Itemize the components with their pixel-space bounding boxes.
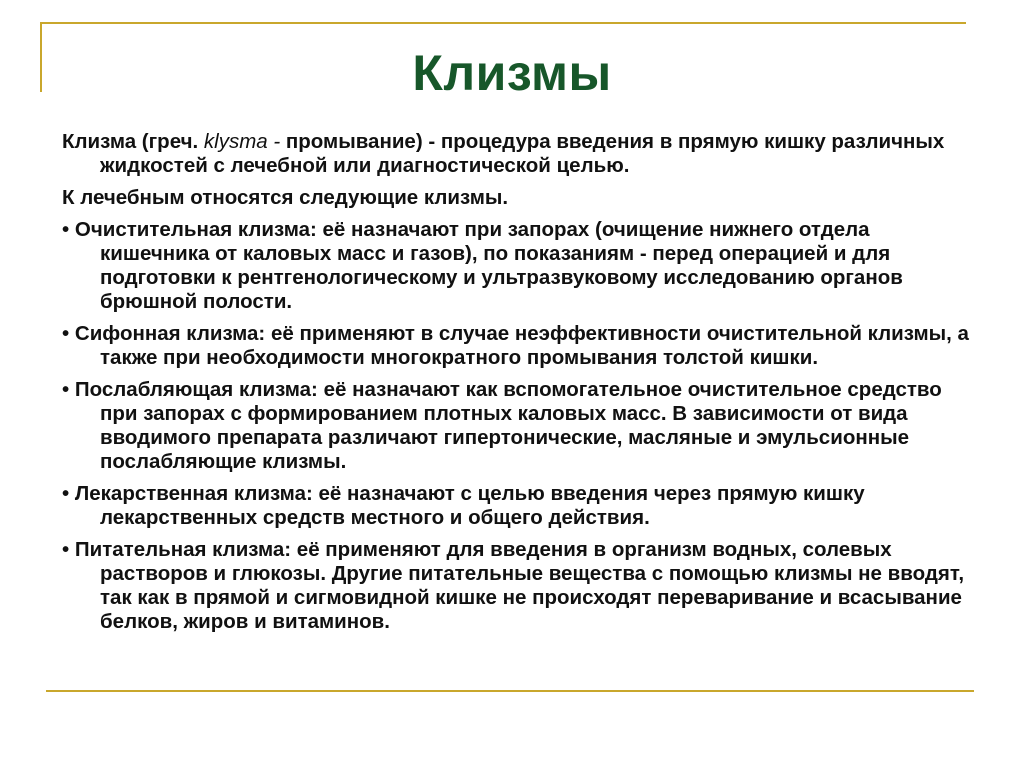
bullet-icon: •: [62, 322, 70, 345]
item-text: Послабляющая клизма: её назначают как вспомогательное очистительное средство при запорах с формированием плотных каловых масс. В зависимости от вида вводимого препарата различают гипертонические, масляные и эмульсионные послабляющие клизмы.: [74, 378, 942, 473]
lead-paragraph: К лечебным относятся следующие клизмы.: [62, 186, 509, 209]
frame-bottom-rule: [46, 690, 974, 692]
bullet-icon: •: [62, 218, 70, 241]
list-item-medicinal: [62, 482, 977, 530]
slide-body: [62, 130, 977, 642]
slide-title: Клизмы: [412, 45, 612, 101]
list-item-laxative: [62, 378, 977, 474]
intro-definition: промывание) - процедура введения в прямую кишку различных жидкостей с лечебной или диагностической целью.: [100, 130, 945, 177]
bullet-icon: •: [62, 378, 70, 401]
item-text: Лекарственная клизма: её назначают с целью введения через прямую кишку лекарственных средств местного и общего действия.: [74, 482, 865, 529]
frame-top-rule: [40, 22, 966, 24]
item-text: Очистительная клизма: её назначают при запорах (очищение нижнего отдела кишечника от каловых масс и газов), по показаниям - перед операцией и для подготовки к рентгенологическому и ультразвуковому исследованию органов брюшной полости.: [74, 218, 903, 313]
item-text: Сифонная клизма: её применяют в случае неэффективности очистительной клизмы, а также при необходимости многократного промывания толстой кишки.: [74, 322, 969, 369]
list-item-cleansing: [62, 218, 977, 314]
bullet-icon: •: [62, 538, 70, 561]
list-item-siphon: [62, 322, 977, 370]
list-item-nutrient: [62, 538, 977, 634]
bullet-icon: •: [62, 482, 70, 505]
item-text: Питательная клизма: её применяют для введения в организм водных, солевых растворов и глюкозы. Другие питательные вещества с помощью клизмы не вводят, так как в прямой и сигмовидной кишке не происходят переваривание и всасывание белков, жиров и витаминов.: [74, 538, 965, 633]
intro-greek-word: klysma -: [203, 130, 286, 153]
intro-paragraph: [62, 130, 977, 178]
intro-term: Клизма (греч.: [62, 130, 204, 153]
